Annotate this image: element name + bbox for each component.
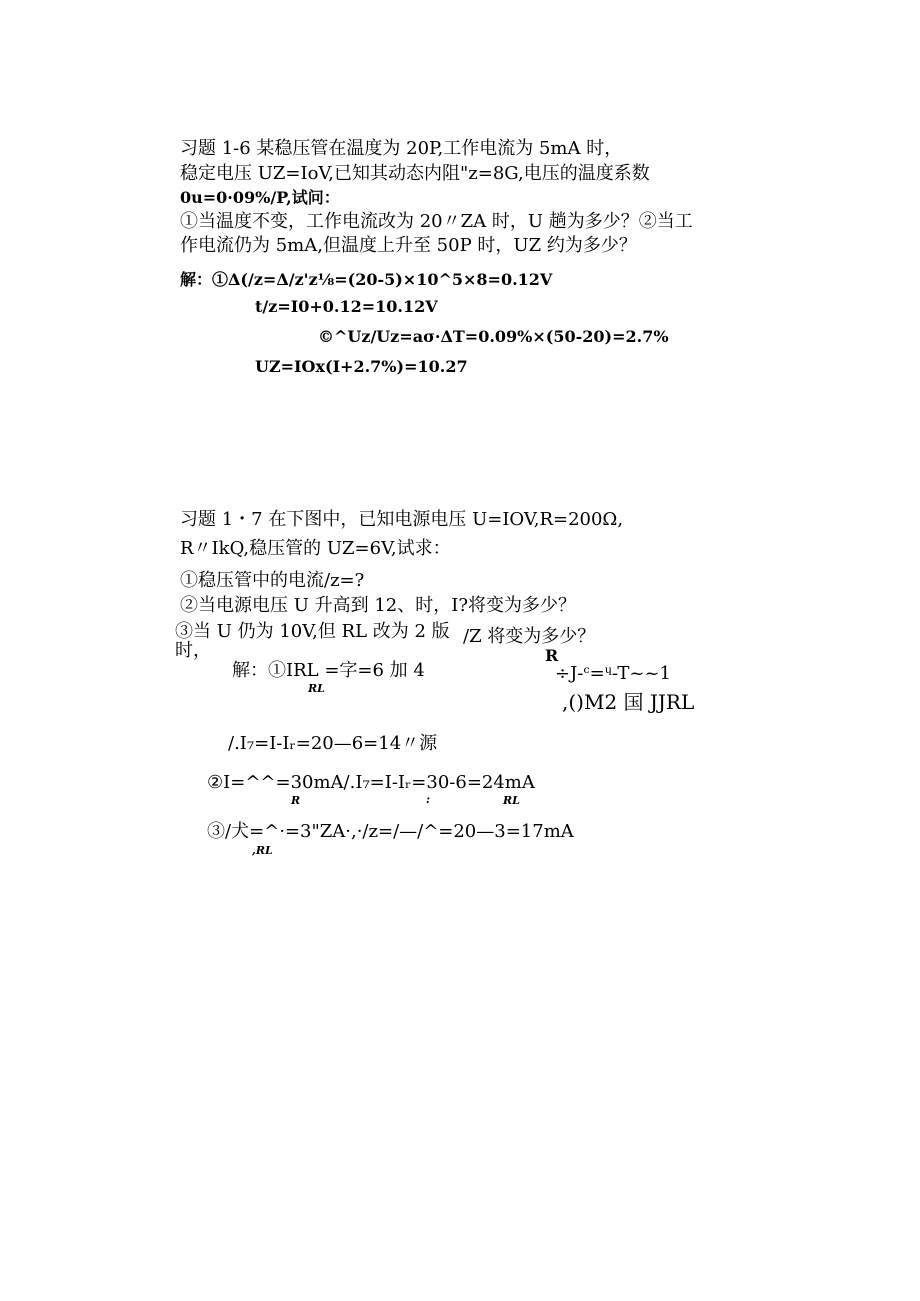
r-label: R bbox=[545, 646, 559, 665]
problem16-line4: ①当温度不变，工作电流改为 20〃ZA 时，U 趟为多少？②当工 bbox=[180, 211, 693, 232]
problem17-line1: 习题 1・7 在下图中，已知电源电压 U=IOV,R=200Ω, bbox=[180, 509, 624, 530]
problem17-solution1: 解：①IRL =字=6 加 4 bbox=[232, 660, 425, 681]
problem17-line6: 时， bbox=[175, 640, 211, 661]
problem17-solution4-subscript: ,RL bbox=[252, 844, 273, 857]
problem17-solution4: ③/犬=^·=3"ZA·,·/z=/—/^=20—3=17mA bbox=[207, 821, 574, 842]
problem17-line5b: /Z 将变为多少？ bbox=[463, 626, 596, 647]
problem16-line3: 0u=0·09%/P,试问： bbox=[180, 188, 340, 207]
circuit-fragment-1: ÷J-ᶜ=ᶣ-T~~1 bbox=[555, 663, 671, 684]
problem17-line5: ③当 U 仍为 10V,但 RL 改为 2 版 bbox=[175, 621, 450, 642]
problem16-solution2: t/z=I0+0.12=10.12V bbox=[255, 297, 438, 316]
problem16-solution4: UZ=IOx(I+2.7%)=10.27 bbox=[255, 357, 468, 376]
problem16-line1: 习题 1-6 某稳压管在温度为 20P,工作电流为 5mA 时， bbox=[180, 138, 623, 159]
problem17-solution1-subscript: RL bbox=[308, 682, 325, 695]
problem16-solution1: 解：①Δ(/z=Δ/z'z⅛=(20-5)×10^5×8=0.12V bbox=[180, 270, 553, 289]
problem17-solution3-sub-dot: : bbox=[426, 793, 431, 806]
problem17-solution2: /.I₇=I-Iᵣ=20—6=14〃源 bbox=[228, 733, 438, 754]
problem17-solution3-sub-r: R bbox=[291, 794, 301, 807]
problem17-line3: ①稳压管中的电流/z=? bbox=[180, 570, 365, 591]
circuit-fragment-2: ,()M2 国 JJRL bbox=[562, 690, 695, 714]
problem17-solution3: ②I=^^=30mA/.I₇=I-Iᵣ=30-6=24mA bbox=[207, 772, 535, 793]
problem16-line2: 稳定电压 UZ=IoV,已知其动态内阻"z=8G,电压的温度系数 bbox=[180, 163, 650, 184]
problem16-solution3: ©^Uz/Uz=aσ·ΔT=0.09%×(50-20)=2.7% bbox=[318, 327, 669, 346]
problem17-line4: ②当电源电压 U 升高到 12、时，I?将变为多少？ bbox=[180, 595, 576, 616]
problem17-solution3-sub-rl: RL bbox=[503, 794, 520, 807]
problem17-line2: R〃IkQ,稳压管的 UZ=6V,试求： bbox=[180, 538, 451, 559]
problem16-line5: 作电流仍为 5mA,但温度上升至 50P 时，UZ 约为多少？ bbox=[180, 235, 637, 256]
